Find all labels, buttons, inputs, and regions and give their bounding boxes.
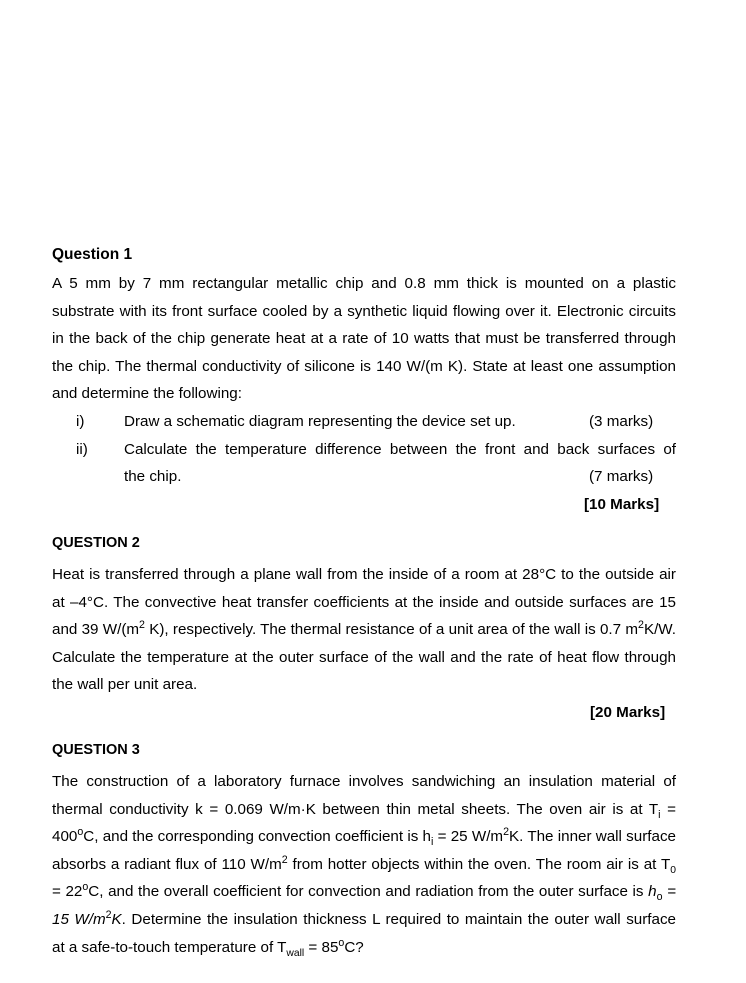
q3-sub-6: 0 — [670, 864, 676, 876]
q3-sub-10: wall — [286, 947, 305, 959]
q3-sub-3: i — [431, 836, 434, 849]
q3-sup-2: o — [77, 826, 84, 839]
item-number: i) — [76, 413, 85, 430]
q2-text-c: K/W. Calculate the temperature at the outer surface of the wall and the rate of heat flow through the wall per unit area. — [52, 621, 677, 694]
q3-text-10: . Determine the insulation thickness L required to maintain the outer wall surface at a safe-to-touch temperature of T — [52, 910, 676, 956]
q3-text-5: K. The inner wall surface absorbs a radiant flux of 110 W/m — [52, 828, 676, 873]
q3-text-11: = 85 — [304, 938, 339, 956]
item-ii-marks: (7 marks) — [589, 468, 654, 485]
q3-italic-9-end: K — [111, 910, 122, 928]
q2-text-a: Heat is transferred through a plane wall from the inside of a room at 28°C to the outside air at –4°C. The convective heat transfer coefficients at the inside and outside surfaces are 15 and 39 W/(m — [52, 566, 676, 639]
q3-text-3: C, and the corresponding convection coefficient is h — [83, 828, 431, 846]
q3-sup-11: o — [338, 936, 345, 949]
question-3-heading: QUESTION 3 — [52, 742, 140, 758]
q3-text-8: C, and the overall coefficient for convection and radiation from the outer surface is — [88, 883, 649, 901]
item-text-line-2: the chip. — [124, 468, 182, 485]
question-3-body — [52, 768, 676, 961]
question-2-body — [52, 561, 676, 699]
q2-sup-b: 2 — [638, 619, 644, 632]
question-1-heading: Question 1 — [52, 246, 133, 263]
question-2-heading: QUESTION 2 — [52, 535, 140, 551]
q3-sup-5: 2 — [281, 853, 288, 866]
q3-italic-h: h — [648, 883, 657, 901]
q3-sub-1: i — [658, 808, 661, 821]
item-text: Draw a schematic diagram representing the device set up. — [124, 413, 516, 430]
q3-text-7: = 22 — [52, 883, 83, 901]
q3-sup-4: 2 — [503, 826, 510, 839]
item-text-line-1: Calculate the temperature difference between the front and back surfaces of — [124, 441, 676, 458]
q3-text-4: = 25 W/m — [433, 828, 504, 846]
question-1-body: A 5 mm by 7 mm rectangular metallic chip and 0.8 mm thick is mounted on a plastic substrate with its front surface cooled by a synthetic liquid flowing over it. Electronic circuits in the back of the chip generate heat at a rate of 10 watts that must be transferred through the chip. The thermal conductivity of silicone is 140 W/(m K). State at least one assumption and determine the following: — [52, 275, 676, 403]
question-2-total-marks: [20 Marks] — [590, 704, 666, 721]
q3-sup-7: o — [82, 881, 89, 894]
q2-sup-a: 2 — [139, 619, 145, 632]
q3-text-2: = 400 — [52, 800, 676, 846]
question-1-total-marks: [10 Marks] — [584, 496, 660, 513]
item-i-marks: (3 marks) — [589, 413, 654, 430]
q3-text-1: The construction of a laboratory furnace involves sandwiching an insulation material of thermal conductivity k = 0.069 W/m·K between thin metal sheets. The oven air is at T — [52, 773, 676, 818]
q3-text-6: from hotter objects within the oven. The room air is at T — [287, 855, 671, 873]
q3-text-12: C? — [344, 938, 364, 956]
q2-text-b: K), respectively. The thermal resistance of a unit area of the wall is 0.7 m — [144, 621, 639, 639]
q3-sup-9: 2 — [105, 908, 112, 921]
item-number: ii) — [76, 441, 88, 458]
q3-sub-8: o — [656, 891, 663, 904]
q3-italic-9: = 15 W/m — [52, 883, 676, 928]
